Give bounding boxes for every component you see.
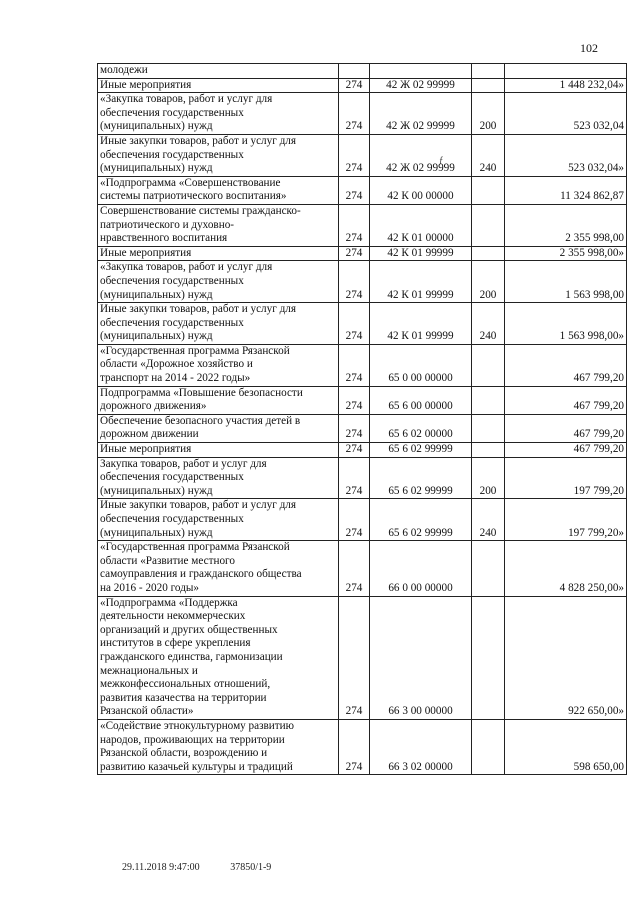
row-sum: 1 563 998,00»	[505, 303, 627, 345]
row-csr	[370, 64, 472, 79]
table-row	[98, 719, 627, 774]
row-sum	[505, 64, 627, 79]
row-vr	[472, 414, 505, 442]
row-name: «Государственная программа Рязанской области «Развитие местного самоуправления и гражданского общества на 2016 - 2020 годы»	[98, 541, 339, 596]
row-name: Иные мероприятия	[98, 443, 339, 458]
row-vr: 200	[472, 261, 505, 303]
row-code: 274	[339, 414, 370, 442]
row-name: Закупка товаров, работ и услуг для обеспечения государственных (муниципальных) нужд	[98, 457, 339, 499]
row-csr: 66 0 00 00000	[370, 541, 472, 596]
table-row	[98, 499, 627, 541]
table-row	[98, 134, 627, 176]
row-sum: 467 799,20	[505, 344, 627, 386]
table-row	[98, 386, 627, 414]
row-vr	[472, 443, 505, 458]
table-body	[98, 64, 627, 775]
footer-datetime: 29.11.2018 9:47:00	[122, 862, 200, 873]
row-sum: 922 650,00»	[505, 596, 627, 719]
table-row	[98, 443, 627, 458]
row-code: 274	[339, 261, 370, 303]
row-vr: 200	[472, 93, 505, 135]
table-row	[98, 261, 627, 303]
table-row	[98, 64, 627, 79]
row-code: 274	[339, 499, 370, 541]
row-vr	[472, 386, 505, 414]
row-sum: 1 448 232,04»	[505, 78, 627, 93]
row-code: 274	[339, 596, 370, 719]
row-code: 274	[339, 134, 370, 176]
row-csr: 42 Ж 02 99999	[370, 134, 472, 176]
row-name: «Закупка товаров, работ и услуг для обеспечения государственных (муниципальных) нужд	[98, 261, 339, 303]
row-sum: 523 032,04	[505, 93, 627, 135]
row-code: 274	[339, 443, 370, 458]
row-vr: 240	[472, 303, 505, 345]
row-vr	[472, 541, 505, 596]
row-code: 274	[339, 246, 370, 261]
table-row	[98, 78, 627, 93]
row-sum: 4 828 250,00»	[505, 541, 627, 596]
row-name: «Подпрограмма «Поддержка деятельности некоммерческих организаций и других общественных институтов в сфере укрепления гражданского единства, гармонизации межнациональных и межконфессиональных отношений, развития казачества на территории Рязанской области»	[98, 596, 339, 719]
table-row	[98, 204, 627, 246]
row-code: 274	[339, 344, 370, 386]
row-sum: 1 563 998,00	[505, 261, 627, 303]
row-vr: 240	[472, 134, 505, 176]
row-sum: 2 355 998,00»	[505, 246, 627, 261]
row-csr: 66 3 00 00000	[370, 596, 472, 719]
row-name: молодежи	[98, 64, 339, 79]
row-code: 274	[339, 78, 370, 93]
row-csr: 42 К 01 99999	[370, 261, 472, 303]
row-sum: 467 799,20	[505, 443, 627, 458]
row-csr: 65 0 00 00000	[370, 344, 472, 386]
row-sum: 197 799,20	[505, 457, 627, 499]
table-row	[98, 541, 627, 596]
row-csr: 42 К 00 00000	[370, 176, 472, 204]
row-vr	[472, 596, 505, 719]
row-name: Иные закупки товаров, работ и услуг для обеспечения государственных (муниципальных) нужд	[98, 134, 339, 176]
row-csr: 42 К 01 99999	[370, 303, 472, 345]
row-vr	[472, 204, 505, 246]
row-name: Совершенствование системы гражданско- патриотического и духовно- нравственного воспитания	[98, 204, 339, 246]
row-name: «Государственная программа Рязанской области «Дорожное хозяйство и транспорт на 2014 - 2022 годы»	[98, 344, 339, 386]
footer	[122, 862, 271, 873]
table-row	[98, 303, 627, 345]
row-vr: 200	[472, 457, 505, 499]
row-name: Подпрограмма «Повышение безопасности дорожного движения»	[98, 386, 339, 414]
row-sum: 467 799,20	[505, 414, 627, 442]
row-sum: 197 799,20»	[505, 499, 627, 541]
row-name: «Подпрограмма «Совершенствование системы патриотического воспитания»	[98, 176, 339, 204]
row-csr: 66 3 02 00000	[370, 719, 472, 774]
table-row	[98, 176, 627, 204]
row-vr	[472, 246, 505, 261]
page-number: 102	[580, 41, 598, 55]
row-code: 274	[339, 176, 370, 204]
row-sum: 11 324 862,87	[505, 176, 627, 204]
row-code: 274	[339, 204, 370, 246]
row-code: 274	[339, 457, 370, 499]
row-code	[339, 64, 370, 79]
row-csr: 42 Ж 02 99999	[370, 78, 472, 93]
budget-table	[97, 63, 627, 775]
row-csr: 65 6 02 99999	[370, 443, 472, 458]
row-csr: 42 К 01 00000	[370, 204, 472, 246]
table-row	[98, 457, 627, 499]
row-name: Иные закупки товаров, работ и услуг для обеспечения государственных (муниципальных) нужд	[98, 499, 339, 541]
row-code: 274	[339, 719, 370, 774]
row-sum: 2 355 998,00	[505, 204, 627, 246]
row-code: 274	[339, 93, 370, 135]
row-name: Обеспечение безопасного участия детей в дорожном движении	[98, 414, 339, 442]
row-sum: 523 032,04»	[505, 134, 627, 176]
table-row	[98, 93, 627, 135]
scan-mark: ƒ	[439, 155, 444, 165]
row-csr: 65 6 00 00000	[370, 386, 472, 414]
row-csr: 42 Ж 02 99999	[370, 93, 472, 135]
table-row	[98, 344, 627, 386]
row-code: 274	[339, 386, 370, 414]
row-name: Иные закупки товаров, работ и услуг для обеспечения государственных (муниципальных) нужд	[98, 303, 339, 345]
row-code: 274	[339, 541, 370, 596]
footer-doc-id: 37850/1-9	[230, 862, 272, 873]
row-csr: 65 6 02 99999	[370, 457, 472, 499]
row-name: «Закупка товаров, работ и услуг для обеспечения государственных (муниципальных) нужд	[98, 93, 339, 135]
row-vr: 240	[472, 499, 505, 541]
row-csr: 42 К 01 99999	[370, 246, 472, 261]
row-vr	[472, 719, 505, 774]
table-row	[98, 414, 627, 442]
row-sum: 467 799,20	[505, 386, 627, 414]
row-name: Иные мероприятия	[98, 78, 339, 93]
row-sum: 598 650,00	[505, 719, 627, 774]
row-code: 274	[339, 303, 370, 345]
table-row	[98, 246, 627, 261]
row-csr: 65 6 02 99999	[370, 499, 472, 541]
row-name: «Содействие этнокультурному развитию народов, проживающих на территории Рязанской области, возрождению и развитию казачьей культуры и традиций	[98, 719, 339, 774]
row-vr	[472, 344, 505, 386]
table-row	[98, 596, 627, 719]
row-csr: 65 6 02 00000	[370, 414, 472, 442]
row-vr	[472, 64, 505, 79]
row-vr	[472, 176, 505, 204]
row-name: Иные мероприятия	[98, 246, 339, 261]
row-vr	[472, 78, 505, 93]
